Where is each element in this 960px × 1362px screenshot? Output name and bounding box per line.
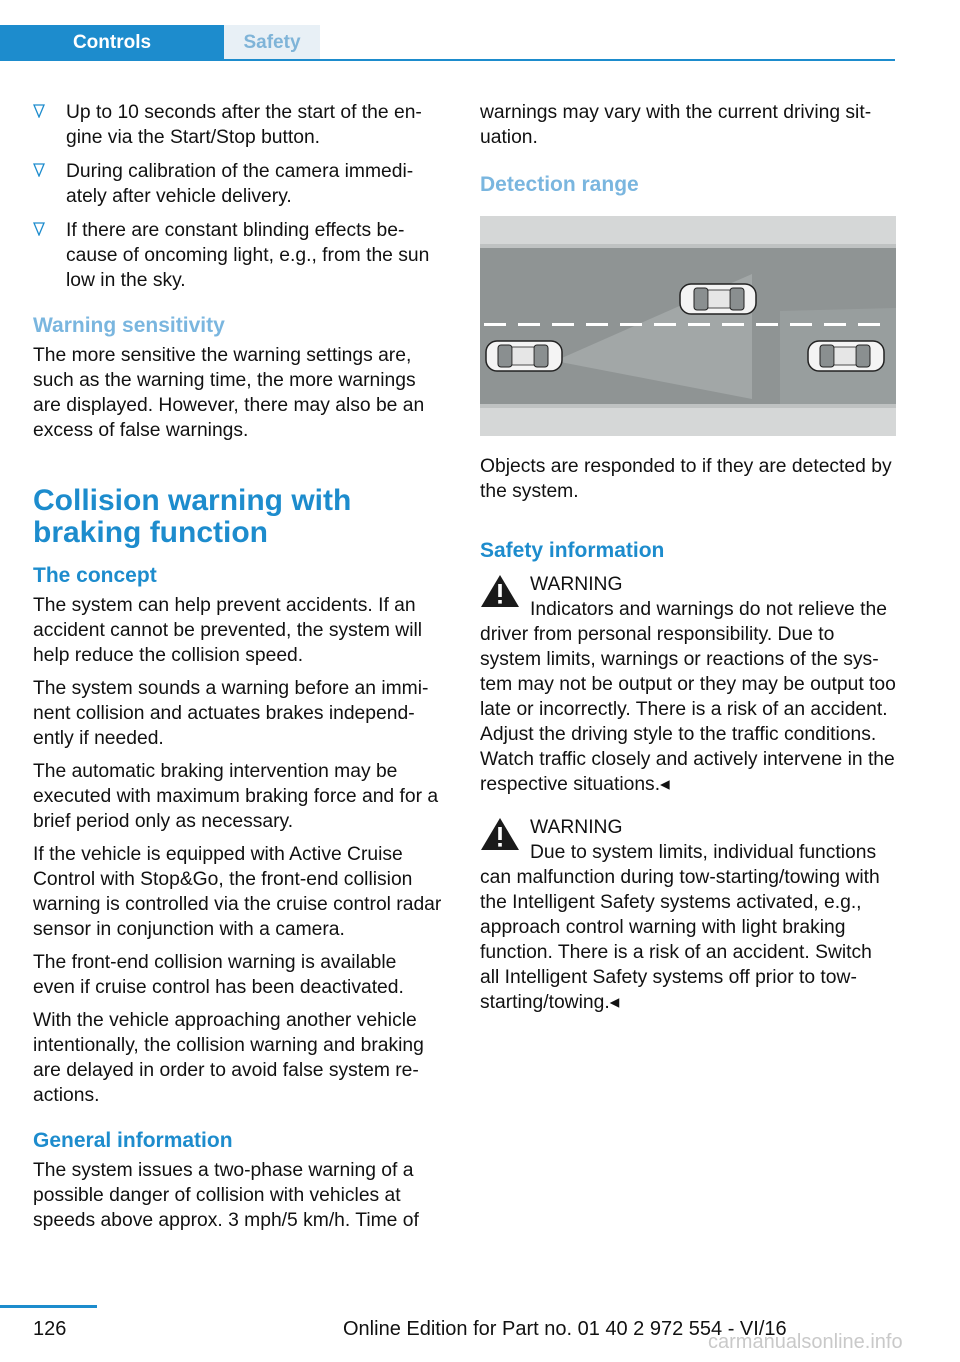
warning-triangle-icon [480, 574, 520, 608]
watermark: carmanualsonline.info [708, 1331, 903, 1353]
detection-range-illustration [480, 216, 896, 436]
tab-controls[interactable] [0, 25, 224, 61]
car-icon [680, 284, 756, 314]
concept-paragraph: If the vehicle is equipped with Active Cruise Control with Stop&Go, the front-end collision warning is controlled via the cruise control radar sensor in conjunction with a camera. [33, 844, 442, 940]
page-number: 126 [33, 1318, 67, 1340]
tab-controls-label: Controls [72, 32, 152, 53]
warning-text: Due to system limits, individual functions can malfunction during tow-starting/towing with the Intelligent Safety systems activated, e.g., approach control warning with light braking function. There is a risk of an accident. Switch all Intelligent Safety systems off prior to tow-starting/towing.◂ [480, 842, 880, 1013]
concept-heading: The concept [33, 564, 157, 587]
detection-range-heading: Detection range [480, 173, 639, 196]
bullet-triangle-icon [33, 222, 45, 236]
concept-paragraph: The system can help prevent accidents. If an accident cannot be prevented, the system will help reduce the collision speed. [33, 595, 423, 666]
list-item-text: During calibration of the camera immediately after vehicle delivery. [66, 161, 414, 207]
concept-paragraph: With the vehicle approaching another vehicle intentionally, the collision warning and braking are delayed in order to avoid false system reactions. [33, 1010, 424, 1106]
condition-list [33, 100, 443, 293]
header-bar [0, 0, 895, 62]
concept-paragraph: The automatic braking intervention may be executed with maximum braking force and for a brief period only as necessary. [33, 761, 439, 832]
concept-paragraph: The system sounds a warning before an imminent collision and actuates brakes independently if needed. [33, 678, 429, 749]
warning-sensitivity-text: The more sensitive the warning settings are, such as the warning time, the more warnings are displayed. However, there may also be an excess of false warnings. [33, 345, 425, 441]
car-icon [808, 341, 884, 371]
warning-sensitivity-heading: Warning sensitivity [33, 314, 225, 337]
list-item [33, 218, 443, 293]
tab-safety-label: Safety [243, 32, 301, 53]
car-icon [486, 341, 562, 371]
edition-text: Online Edition for Part no. 01 40 2 972 554 - VI/16 [343, 1318, 787, 1340]
list-item-text: Up to 10 seconds after the start of the engine via the Start/Stop button. [66, 102, 422, 148]
list-item [33, 100, 443, 150]
warning-triangle-icon [480, 817, 520, 851]
general-information-heading: General information [33, 1129, 233, 1152]
road-diagram [480, 216, 896, 436]
warning-block [480, 572, 896, 797]
warning-label: WARNING [530, 574, 623, 595]
detection-range-caption: Objects are responded to if they are detected by the system. [480, 456, 892, 502]
bullet-triangle-icon [33, 104, 45, 118]
section-title: Collision warning with braking function [33, 484, 352, 549]
footer-divider [0, 1305, 97, 1308]
bullet-triangle-icon [33, 163, 45, 177]
right-column [480, 100, 896, 1029]
warning-text: Indicators and warnings do not relieve the driver from personal responsibility. Due to system limits, warnings or reactions of the system may not be output or they may be output too late or incorrectly. There is a risk of an accident. Adjust the driving style to the traffic conditions. Watch traffic closely and actively intervene in the respective situations.◂ [480, 599, 896, 795]
safety-information-heading: Safety information [480, 539, 665, 562]
list-item [33, 159, 443, 209]
header-divider [0, 59, 895, 61]
general-information-text: The system issues a two-phase warning of a possible danger of collision with vehicles at speeds above approx. 3 mph/5 km/h. Time of [33, 1160, 419, 1231]
warning-label: WARNING [530, 817, 623, 838]
warning-block [480, 815, 896, 1015]
continued-text: warnings may vary with the current driving situation. [480, 102, 872, 148]
left-column [33, 100, 443, 1241]
tab-safety[interactable] [224, 25, 320, 61]
list-item-text: If there are constant blinding effects because of oncoming light, e.g., from the sun low in the sky. [66, 220, 430, 291]
concept-paragraph: The front-end collision warning is available even if cruise control has been deactivated. [33, 952, 404, 998]
